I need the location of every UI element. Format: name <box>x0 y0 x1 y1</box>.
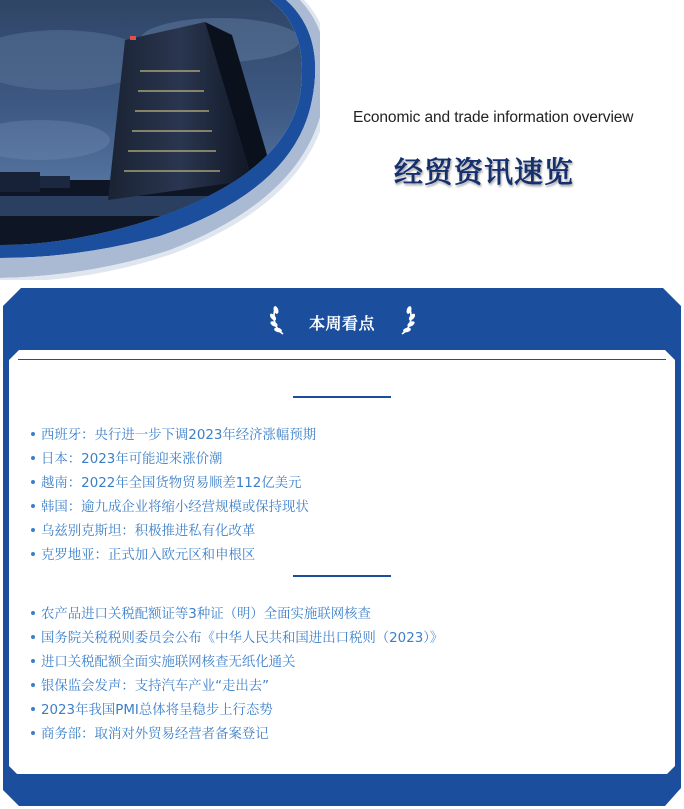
news-item[interactable]: 越南：2022年全国货物贸易顺差112亿美元 <box>31 472 316 496</box>
bullet-icon <box>31 552 35 556</box>
bullet-icon <box>31 731 35 735</box>
international-news-list <box>31 424 316 568</box>
news-item[interactable]: 乌兹别克斯坦：积极推进私有化改革 <box>31 520 316 544</box>
section-title: 本周看点 <box>308 314 375 333</box>
bullet-icon <box>31 611 35 615</box>
card-footer <box>3 774 681 806</box>
skyscraper-photo <box>0 0 320 280</box>
news-item[interactable]: 韩国：逾九成企业将缩小经营规模或保持现状 <box>31 496 316 520</box>
bullet-icon <box>31 432 35 436</box>
news-card <box>3 288 681 806</box>
bullet-icon <box>31 707 35 711</box>
laurel-right-icon <box>396 304 418 336</box>
news-item[interactable]: 进口关税配额全面实施联网核查无纸化通关 <box>31 651 443 675</box>
section-divider <box>293 396 391 398</box>
news-item[interactable]: 2023年我国PMI总体将呈稳步上行态势 <box>31 699 443 723</box>
news-item[interactable]: 西班牙：央行进一步下调2023年经济涨幅预期 <box>31 424 316 448</box>
bullet-icon <box>31 683 35 687</box>
bullet-icon <box>31 456 35 460</box>
news-item[interactable]: 日本：2023年可能迎来涨价潮 <box>31 448 316 472</box>
section-divider <box>293 575 391 577</box>
bullet-icon <box>31 480 35 484</box>
header-title: 经贸资讯速览 <box>394 155 575 189</box>
bullet-icon <box>31 504 35 508</box>
header-subtitle: Economic and trade information overview <box>353 109 634 126</box>
bullet-icon <box>31 659 35 663</box>
news-item[interactable]: 克罗地亚：正式加入欧元区和申根区 <box>31 544 316 568</box>
news-item[interactable]: 国务院关税税则委员会公布《中华人民共和国进出口税则（2023）》 <box>31 627 443 651</box>
header-underline <box>18 359 666 360</box>
bullet-icon <box>31 635 35 639</box>
news-item[interactable]: 银保监会发声：支持汽车产业“走出去” <box>31 675 443 699</box>
domestic-news-list <box>31 603 443 747</box>
news-item[interactable]: 商务部：取消对外贸易经营者备案登记 <box>31 723 443 747</box>
news-item[interactable]: 农产品进口关税配额证等3种证（明）全面实施联网核查 <box>31 603 443 627</box>
bullet-icon <box>31 528 35 532</box>
header-banner <box>0 0 684 282</box>
